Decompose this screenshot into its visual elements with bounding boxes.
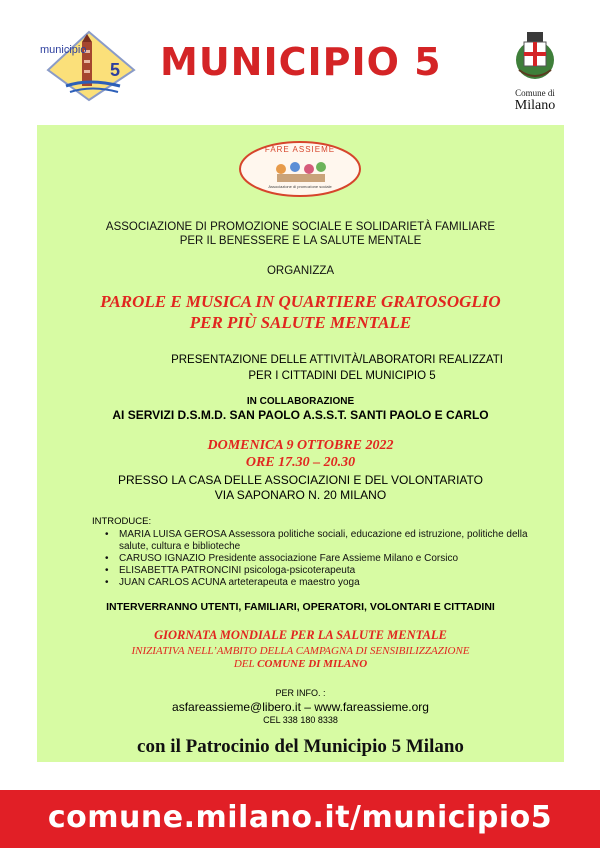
municipio-5-logo: [40, 30, 138, 102]
presentation-line1: PRESENTAZIONE DELLE ATTIVITÀ/LABORATORI REALIZZATI: [171, 354, 503, 366]
municipio-tower-icon: [40, 30, 138, 102]
speakers-list: [99, 529, 539, 589]
presentation-line2: PER I CITTADINI DEL MUNICIPIO 5: [248, 370, 436, 382]
fare-assieme-logo-text: FARE ASSIEME: [264, 145, 336, 154]
list-item: • MARIA LUISA GEROSA Assessora politiche sociali, educazione ed istruzione, politiche della salute, cultura e biblioteche: [99, 529, 539, 553]
list-item: • CARUSO IGNAZIO Presidente associazione Fare Assieme Milano e Corsico: [99, 553, 539, 565]
event-date: DOMENICA 9 OTTOBRE 2022: [207, 438, 394, 453]
venue-address: VIA SAPONARO N. 20 MILANO: [214, 488, 387, 502]
venue-name: PRESSO LA CASA DELLE ASSOCIAZIONI E DEL VOLONTARIATO: [117, 473, 483, 487]
organizza-label: ORGANIZZA: [266, 265, 335, 277]
campaign-comune-name: COMUNE DI MILANO: [257, 658, 368, 670]
poster-panel: [37, 125, 564, 762]
patronage-statement: con il Patrocinio del Municipio 5 Milano: [137, 736, 464, 757]
collaboration-services: AI SERVIZI D.S.M.D. SAN PAOLO A.S.S.T. SANTI PAOLO E CARLO: [112, 408, 489, 422]
fare-assieme-logo-subtext: Associazione di promozione sociale: [268, 184, 332, 189]
milano-crest-icon: [505, 28, 565, 88]
organization-name-line1: ASSOCIAZIONE DI PROMOZIONE SOCIALE E SOLIDARIETÀ FAMILIARE: [105, 221, 496, 233]
info-label: PER INFO. :: [275, 688, 326, 698]
comune-di-milano-logo: [505, 28, 565, 113]
municipio-logo-number: 5: [110, 60, 121, 80]
milano-label: Milano: [514, 98, 556, 113]
fare-assieme-logo: [237, 139, 363, 199]
list-item: • ELISABETTA PATRONCINI psicologa-psicoterapeuta: [99, 565, 539, 577]
campaign-comune-line: [37, 658, 564, 670]
introduce-label: INTRODUCE:: [92, 516, 152, 527]
event-title-line2: PER PIÙ SALUTE MENTALE: [189, 313, 412, 332]
collaboration-label: IN COLLABORAZIONE: [246, 396, 355, 407]
world-day-title: GIORNATA MONDIALE PER LA SALUTE MENTALE: [154, 628, 447, 642]
footer-banner: [0, 790, 600, 848]
footer-url: comune.milano.it/municipio5: [47, 800, 553, 835]
event-title-line1: PAROLE E MUSICA IN QUARTIERE GRATOSOGLIO: [100, 292, 501, 311]
participants-statement: INTERVERRANNO UTENTI, FAMILIARI, OPERATORI, VOLONTARI E CITTADINI: [106, 601, 495, 613]
organization-name-line2: PER IL BENESSERE E LA SALUTE MENTALE: [179, 235, 422, 247]
campaign-line: INIZIATIVA NELL’AMBITO DELLA CAMPAGNA DI SENSIBILIZZAZIONE: [131, 645, 470, 657]
campaign-comune-prefix: DEL: [233, 658, 258, 670]
event-time: ORE 17.30 – 20.30: [245, 455, 356, 470]
page-title: MUNICIPIO 5: [160, 40, 442, 84]
contact-phone: CEL 338 180 8338: [263, 715, 338, 725]
municipio-logo-label: municipio: [40, 44, 87, 56]
list-item: • JUAN CARLOS ACUNA arteterapeuta e maestro yoga: [99, 577, 539, 589]
contact-email-website: asfareassieme@libero.it – www.fareassieme.org: [172, 700, 429, 714]
comune-di-label: Comune di: [515, 88, 555, 98]
